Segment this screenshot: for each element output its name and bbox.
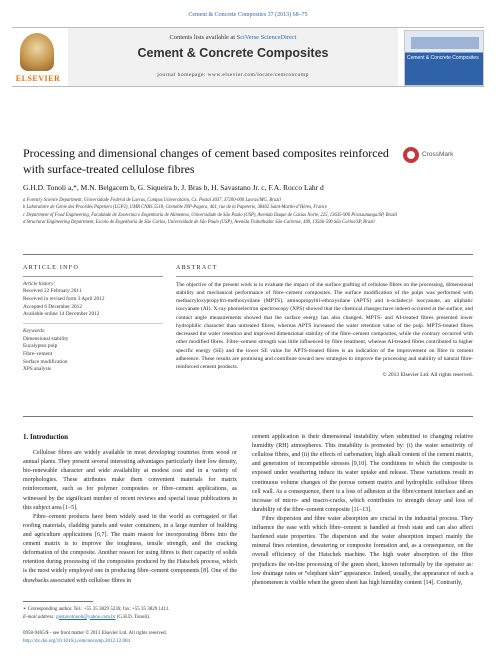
publication-footer	[23, 630, 323, 645]
keyword: Fibre–cement	[23, 351, 53, 358]
journal-homepage[interactable]: journal homepage: www.elsevier.com/locate/cemconcomp	[157, 72, 309, 78]
email-label: E-mail address:	[23, 614, 55, 620]
publisher-name: ELSEVIER	[15, 74, 61, 83]
history-item: Available online 14 December 2012	[23, 311, 100, 318]
keyword: Surface modification	[23, 358, 68, 365]
keywords-label: Keywords:	[23, 328, 46, 335]
keyword: XPS analysis	[23, 366, 52, 373]
abstract	[176, 264, 473, 379]
publisher-logo	[12, 30, 64, 86]
author-list: G.H.D. Tonoli a,*, M.N. Belgacem b, G. Siqueira b, J. Bras b, H. Savastano Jr. c, F.A. Rocco Lahr d	[23, 183, 324, 192]
article-info-heading: ARTICLE INFO	[23, 265, 80, 271]
history-label: Article history:	[23, 280, 56, 287]
contents-line	[68, 34, 398, 41]
divider	[176, 276, 473, 277]
email-link[interactable]: gustavotonoli@yahoo.com.br	[56, 614, 116, 620]
body-column-left	[23, 449, 237, 586]
abstract-text: The objective of the present work is to evaluate the impact of the surface grafting of cellulose fibres on the processing, dimensional stability and mechanical performance of fibre–cement composites. The surface modification of the pulps was performed with methacryloxypropyltri-methoxysilane (MPTS), aminopropyltri-ethoxysilane (APTS) and n-octadecyl isocyanate, an aliphatic isocyanate (AI). X-ray photoelectron spectroscopy (XPS) showed that the chemical changes have indeed occurred at the surface, and contact angle measurements showed that the surface energy has also changed. MPTS- and AI-treated fibres presented lower hydrophilic character than untreated fibres, whereas APTS increased the water retention value of the pulp. MPTS-treated fibres decreased the water retention and improved dimensional stability of the fibre–cement composites, while the contrary occurred with other modified fibres. Fibre–cement strength was little influenced by fibre treatment, whereas AI-treated fibres contributed to higher specific energy (SE) and the lower SE value for APTS-treated fibres is an indication of the improvement on fibre to cement adherence. These results are promising and contribute toward new strategies to improve the processing and stability of natural fibre-reinforced cement products.	[176, 281, 473, 370]
crossmark-button[interactable]	[403, 145, 473, 167]
crossmark-icon	[403, 147, 419, 163]
section-divider	[23, 254, 473, 255]
email-suffix: (G.H.D. Tonoli).	[116, 614, 151, 620]
divider	[23, 323, 163, 324]
affiliation-b: b Laboratoire de Génie des Procédés Papetiers (LGP2), UMR CNRS 5518, Grenoble INP-Pagora, 461, rue de la Papeterie, 38402 Saint-Martin-d’Hères, France	[23, 205, 327, 211]
affiliations	[23, 197, 473, 226]
affiliation-c: c Department of Food Engineering, Faculdade de Zootecnia e Engenharia de Alimentos, Universidade de São Paulo (USP), Avenida Duque de Caxias Norte, 225, 13635-900 Pirassununga/SP, Brazil	[23, 212, 398, 218]
issn-line: 0958-9465/$ - see front matter © 2013 Elsevier Ltd. All rights reserved.	[23, 631, 167, 636]
running-header: Cement & Concrete Composites 37 (2013) 68–75	[188, 12, 308, 18]
article-info	[23, 264, 163, 374]
sciencedirect-link[interactable]: SciVerse ScienceDirect	[236, 34, 297, 41]
affiliation-a: a Forestry Science Department, Universidade Federal de Lavras, Campus Universitário, Cx. Postal 3037, 37200-000 Lavras/MG, Brazil	[23, 198, 281, 203]
paragraph: Fibre dispersion and fibre water absorption are crucial in the industrial process. They influence the ease with which fibre–cement is handled at fresh state and can also affect hardened state properties. The dispersion and the water absorption impact mainly the mineral fines retention, dewatering or composite formation and, as a consequence, on the overall efficiency of the Hatschek machine. The high water absorption of the fibre prejudices the on-line processing of the green sheet, known informally by the operator as: low drainage rates or “elephant skin” appearance. Indeed, usually, the appearance of such a phenomenon is visible when the green sheet has high humidity content [14]. Contrarily,	[252, 515, 473, 586]
section-divider	[23, 416, 473, 417]
history-item: Accepted 6 December 2012	[23, 303, 82, 310]
paper-title: Processing and dimensional changes of cement based composites reinforced with surface-treated cellulose fibres	[23, 146, 389, 176]
journal-masthead	[12, 27, 484, 87]
paragraph: Fibre–cement products have been widely used in the world as corrugated or flat roofing materials, cladding panels and water containers, in a large number of building and agriculture applications [6,7]. The main reason for incorporating fibres into the cement matrix is to improve the toughness, tensile strength, and the cracking deformation of the composite. Another reason for using fibres is their capacity of solids retention during processing of the composites produced by the Hatschek process, which is the most widely employed one in producing fibre–cement components [8]. One of the drawbacks associated with cellulose fibres in	[23, 513, 237, 584]
elsevier-tree-icon	[20, 33, 54, 71]
paragraph: Cellulose fibres are widely available in most developing countries from wood or annual plants. They present several interesting advantages particularly their low density, bio-renewable character and wide availability at modest cost and in a variety of morphologies. These attributes make them convenient materials for matrix reinforcement, such as for polymer composites or fibre–cement applications, as witnessed by the significant number of recent reviews and special issue publications in this subject area [1–5].	[23, 450, 237, 511]
journal-cover-image	[404, 30, 484, 86]
corresponding-author-note: ∗ Corresponding author. Tel.: +55 35 3829 5236; fax: +55 35 3829 1411.	[23, 607, 170, 612]
crossmark-label: CrossMark	[422, 151, 454, 158]
keyword: Dimensional stability	[23, 335, 69, 342]
introduction-heading: 1. Introduction	[23, 433, 68, 441]
paragraph: cement application is their dimensional instability when submitted to changing relative humidity (RH) atmospheres. This instability is promoted by: (i) the water sensitivity of cellulose fibres, and (ii) the effects of carbonation, high alkali content of the cement matrix, and generation of incompatible stresses [9,10]. The conditions to which the composite is exposed under weathering induce its water uptake and release. These variations result in continuous volume changes of the porous cement matrix and hydrophilic cellulose fibres cell wall. As a consequence, there is a loss of adhesion at the fibre/cement interface and an increase of micro- and macro-cracks, which contributes to strength decay and loss of durability of the fibre–cement composite [11–13].	[252, 434, 473, 513]
body-column-right	[252, 433, 473, 588]
cover-title: Cement & Concrete Composites	[407, 55, 479, 61]
history-item: Received in revised form 3 April 2012	[23, 296, 105, 303]
cover-banner	[411, 37, 479, 49]
journal-title: Cement & Concrete Composites	[137, 46, 329, 60]
footnote-divider	[23, 601, 93, 602]
abstract-copyright: © 2013 Elsevier Ltd. All rights reserved.	[382, 372, 473, 379]
divider	[23, 276, 163, 277]
keyword: Eucalyptus pulp	[23, 343, 58, 350]
masthead-center	[68, 28, 398, 86]
contents-prefix: Contents lists available at	[169, 34, 236, 41]
footnotes	[23, 606, 237, 621]
affiliation-d: d Structural Engineering Department, Escola de Engenharia de São Carlos, Universidade de São Paulo (USP), Avenida Trabalhador São-Carlense, 400, 13566-590 São Carlos/SP, Brazil	[23, 219, 375, 225]
history-item: Received 22 February 2011	[23, 288, 82, 295]
email-line	[23, 614, 237, 622]
doi-link[interactable]: http://dx.doi.org/10.1016/j.cemconcomp.2012.12.004	[23, 638, 130, 644]
abstract-heading: ABSTRACT	[176, 265, 218, 271]
